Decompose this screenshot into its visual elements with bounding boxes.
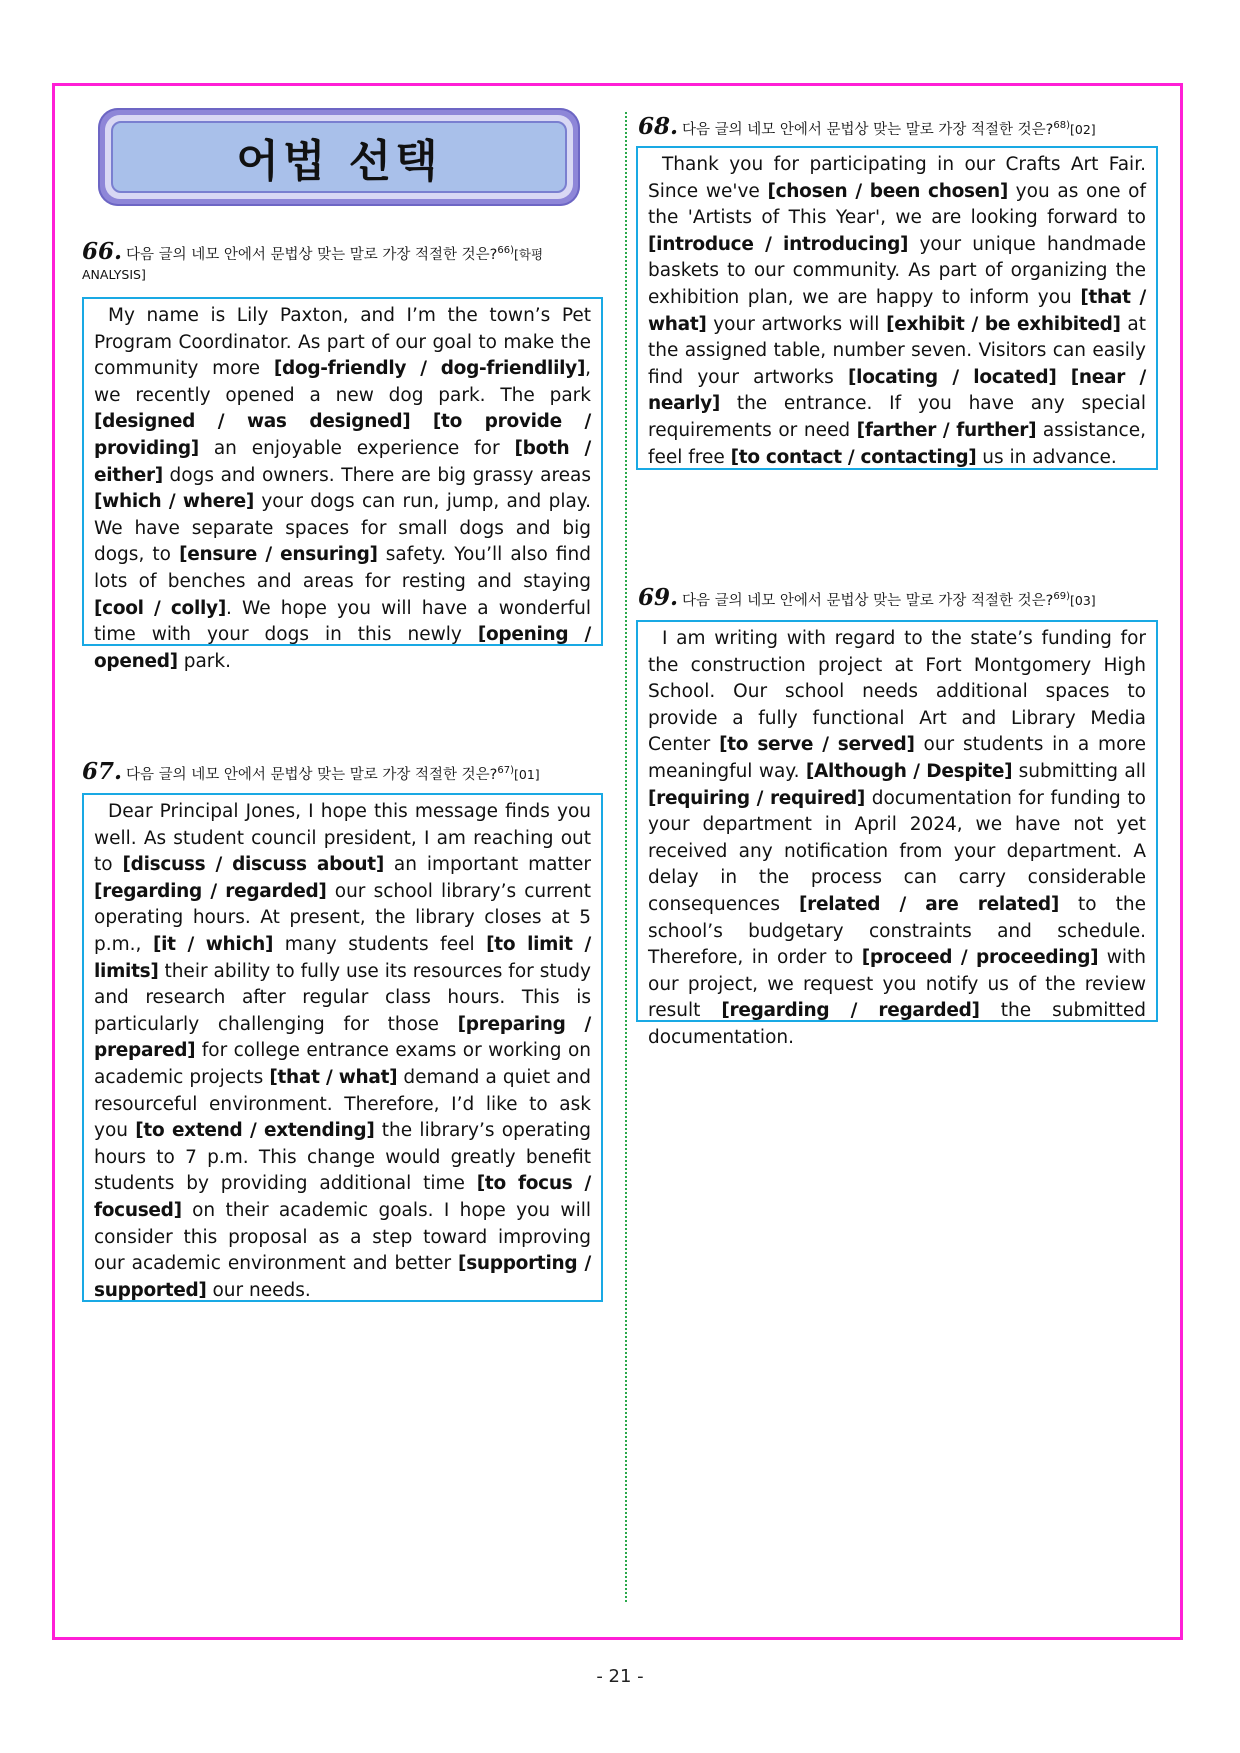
question-number: 67. bbox=[82, 757, 123, 785]
passage-segment: you as one of the 'Artists of This Year', we are looking forward to bbox=[648, 180, 1146, 229]
answer-choice: [it / which] bbox=[152, 933, 274, 955]
passage-segment bbox=[1057, 367, 1071, 388]
passage-segment: demand a quiet and resourceful environment. Therefore, I’d like to ask you bbox=[94, 1066, 591, 1142]
answer-choice: [designed / was designed] bbox=[94, 411, 411, 433]
passage-text bbox=[648, 626, 1146, 1052]
question-66-passage bbox=[82, 297, 603, 672]
passage-segment: submitting all bbox=[1012, 760, 1146, 782]
question-source: [01] bbox=[514, 766, 540, 782]
passage-segment: park. bbox=[177, 650, 231, 672]
question-66-header bbox=[82, 237, 602, 285]
question-number: 69. bbox=[638, 583, 679, 611]
page-number: - 21 - bbox=[596, 1666, 644, 1687]
answer-choice: [discuss / discuss about] bbox=[122, 854, 384, 876]
question-prompt: 다음 글의 네모 안에서 문법상 맞는 말로 가장 적절한 것은? bbox=[126, 246, 498, 263]
answer-choice: [requiring / required] bbox=[648, 787, 866, 809]
passage-segment: for college entrance exams or working on academic projects bbox=[94, 1040, 591, 1088]
question-69-header bbox=[638, 583, 1198, 611]
passage-segment: the entrance. If you have any special requirements or need bbox=[648, 393, 1146, 441]
answer-choice: [proceed / proceeding] bbox=[861, 947, 1099, 969]
passage-segment: on their academic goals. I hope you will consider this proposal as a step toward improving our academic environment and better bbox=[94, 1199, 591, 1275]
passage-segment: I am writing with regard to the state’s funding for the construction project at Fort Montgomery High School. Our school needs additional spaces to provide a fully functional Art and Library Media Center bbox=[648, 628, 1146, 756]
question-68-header bbox=[638, 112, 1198, 140]
answer-choice: [to provide / providing] bbox=[94, 411, 591, 459]
answer-choice: [that / what] bbox=[269, 1066, 398, 1088]
answer-choice: [near / nearly] bbox=[648, 366, 1146, 415]
question-67-passage bbox=[82, 793, 603, 1302]
title-banner bbox=[98, 108, 580, 206]
passage-segment bbox=[410, 411, 432, 432]
passage-segment: the library’s operating hours to 7 p.m. This change would greatly benefit students by providing additional time bbox=[94, 1120, 591, 1195]
passage-segment: documentation for funding to your department in April 2024, we have not yet received any notification from your department. A delay in the process can carry considerable consequences bbox=[648, 787, 1146, 915]
answer-choice: [dog-friendly / dog-friendlily] bbox=[273, 358, 586, 380]
passage-segment: our students in a more meaningful way. bbox=[648, 734, 1146, 782]
question-number: 68. bbox=[638, 112, 679, 140]
footnote-marker: 68) bbox=[1053, 120, 1070, 131]
passage-segment: your artworks will bbox=[706, 313, 887, 335]
question-67-header bbox=[82, 757, 612, 785]
answer-choice: [ensure / ensuring] bbox=[179, 544, 378, 566]
answer-choice: [regarding / regarded] bbox=[94, 880, 327, 902]
passage-segment: an enjoyable experience for bbox=[198, 437, 515, 459]
answer-choice: [to serve / served] bbox=[719, 734, 915, 756]
passage-segment: our school library’s current operating hours. At present, the library closes at 5 p.m., bbox=[94, 880, 591, 955]
page-title: 어법 선택 bbox=[236, 136, 442, 187]
footnote-marker: 66) bbox=[497, 245, 514, 256]
question-number: 66. bbox=[82, 237, 123, 265]
question-prompt: 다음 글의 네모 안에서 문법상 맞는 말로 가장 적절한 것은? bbox=[126, 766, 498, 783]
question-source: [03] bbox=[1070, 592, 1096, 608]
column-divider bbox=[625, 112, 627, 1602]
answer-choice: [related / are related] bbox=[799, 893, 1059, 915]
passage-segment: , we recently opened a new dog park. The park bbox=[94, 358, 591, 406]
answer-choice: [to extend / extending] bbox=[135, 1120, 375, 1142]
question-source: [02] bbox=[1070, 121, 1096, 137]
footnote-marker: 67) bbox=[497, 765, 514, 776]
passage-segment: with our project, we request you notify us of the review result bbox=[648, 947, 1147, 1022]
answer-choice: [to contact / contacting] bbox=[730, 446, 977, 468]
passage-segment: Thank you for participating in our Crafts Art Fair. Since we've bbox=[648, 154, 1146, 202]
passage-segment: your unique handmade baskets to our community. As part of organizing the exhibition plan, we are happy to inform you bbox=[648, 233, 1146, 308]
answer-choice: [supporting / supported] bbox=[94, 1253, 591, 1301]
passage-segment: an important matter bbox=[384, 854, 592, 876]
passage-segment: at the assigned table, number seven. Visitors can easily find your artworks bbox=[648, 313, 1146, 388]
question-prompt: 다음 글의 네모 안에서 문법상 맞는 말로 가장 적절한 것은? bbox=[682, 592, 1054, 609]
answer-choice: [preparing / prepared] bbox=[94, 1013, 591, 1062]
passage-segment: dogs and owners. There are big grassy areas bbox=[162, 464, 591, 486]
title-banner-inner bbox=[111, 121, 567, 193]
passage-segment: to the school’s budgetary constraints and schedule. Therefore, in order to bbox=[648, 893, 1146, 969]
answer-choice: [exhibit / be exhibited] bbox=[886, 313, 1121, 335]
passage-segment: many students feel bbox=[273, 933, 487, 955]
answer-choice: [cool / colly] bbox=[94, 597, 226, 619]
footnote-marker: 69) bbox=[1053, 591, 1070, 602]
answer-choice: [locating / located] bbox=[848, 366, 1057, 388]
passage-segment: assistance, feel free bbox=[648, 419, 1146, 468]
passage-segment: the submitted documentation. bbox=[648, 1000, 1146, 1048]
passage-segment: our needs. bbox=[206, 1279, 311, 1301]
answer-choice: [regarding / regarded] bbox=[721, 1000, 980, 1022]
passage-segment: their ability to fully use its resources for study and research after regular class hours. This is particularly challenging for those bbox=[94, 960, 591, 1035]
passage-segment: My name is Lily Paxton, and I’m the town’s Pet Program Coordinator. As part of our goal to make the community more bbox=[94, 305, 591, 380]
answer-choice: [opening / opened] bbox=[94, 624, 591, 672]
question-68-passage bbox=[636, 146, 1158, 470]
passage-segment: safety. You’ll also find lots of benches and areas for resting and staying bbox=[94, 544, 591, 592]
question-69-passage bbox=[636, 620, 1158, 1048]
answer-choice: [introduce / introducing] bbox=[648, 233, 909, 255]
passage-text bbox=[94, 799, 591, 1304]
question-source: [학평 ANALYSIS] bbox=[82, 246, 544, 282]
title-banner-border bbox=[105, 115, 573, 199]
question-prompt: 다음 글의 네모 안에서 문법상 맞는 말로 가장 적절한 것은? bbox=[682, 121, 1054, 138]
answer-choice: [to focus / focused] bbox=[94, 1173, 591, 1221]
passage-text bbox=[648, 152, 1146, 471]
answer-choice: [which / where] bbox=[94, 491, 255, 513]
answer-choice: [to limit / limits] bbox=[94, 933, 591, 982]
answer-choice: [that / what] bbox=[648, 286, 1146, 335]
passage-segment: Dear Principal Jones, I hope this message finds you well. As student council president, I am reaching out to bbox=[94, 801, 591, 876]
answer-choice: [Although / Despite] bbox=[805, 760, 1013, 782]
answer-choice: [farther / further] bbox=[856, 419, 1037, 441]
passage-segment: . We hope you will have a wonderful time with your dogs in this newly bbox=[94, 597, 592, 646]
passage-text bbox=[94, 303, 591, 675]
answer-choice: [both / either] bbox=[94, 437, 591, 486]
passage-segment: us in advance. bbox=[976, 446, 1117, 468]
passage-segment: your dogs can run, jump, and play. We have separate spaces for small dogs and big dogs, to bbox=[94, 491, 591, 566]
answer-choice: [chosen / been chosen] bbox=[767, 180, 1008, 202]
